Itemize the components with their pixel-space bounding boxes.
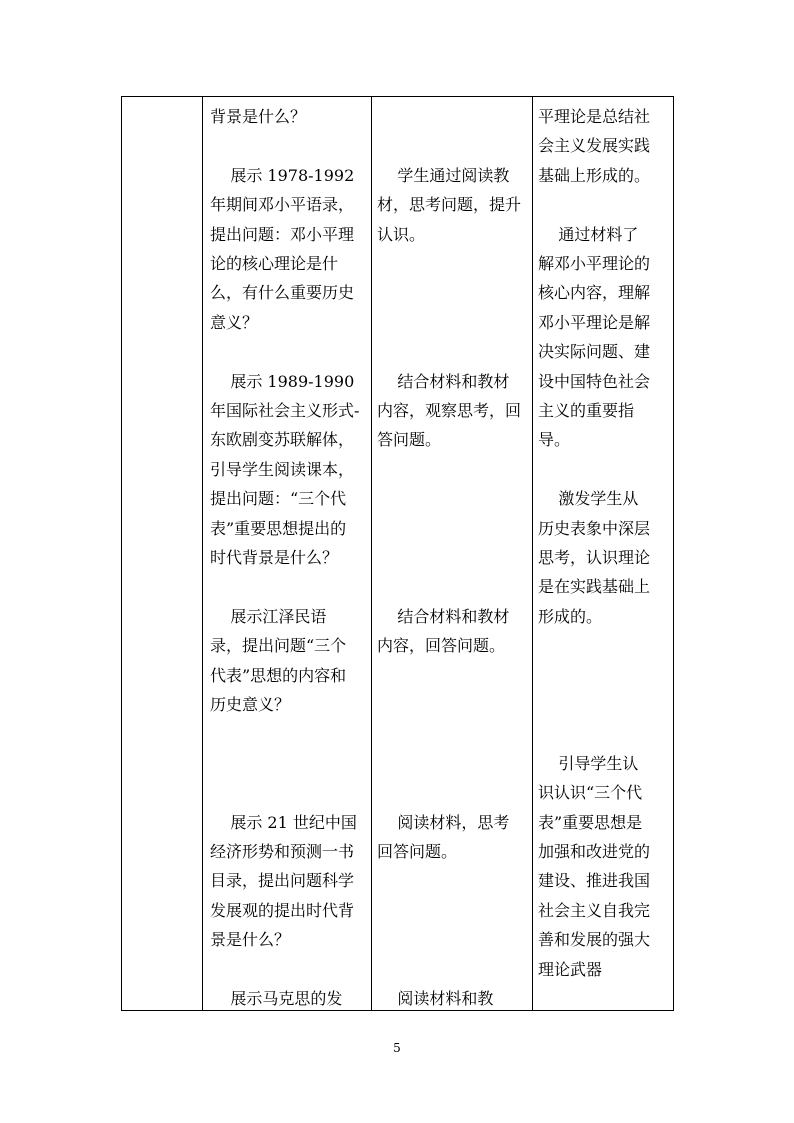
text-line: 么，有什么重要历史 (210, 283, 355, 303)
text-line: 录，提出问题“三个 (210, 636, 347, 656)
text-line: 展示 21 世纪中国 (210, 812, 357, 832)
text-line: 年期间邓小平语录， (210, 195, 355, 215)
text-line: 阅读材料，思考 (377, 812, 510, 832)
blank-line (210, 572, 365, 601)
blank-line (377, 249, 526, 278)
text-line: 核心内容，理解 (538, 283, 651, 303)
text-line: 展示 1989-1990 (210, 371, 355, 391)
blank-line (377, 131, 526, 160)
table-row (122, 97, 674, 1011)
text-line: 会主义发展实践 (538, 136, 651, 156)
text-line: 思考，认识理论 (538, 548, 651, 568)
text-line: 经济形势和预测一书 (210, 842, 355, 862)
text-line: 展示马克思的发 (210, 989, 343, 1009)
blank-line (538, 455, 669, 484)
blank-line (377, 778, 526, 807)
blank-line (377, 514, 526, 543)
text-line: 提出问题：“三个代 (210, 489, 347, 509)
text-line: 形成的。 (538, 606, 603, 626)
text-line: 善和发展的强大 (538, 930, 651, 950)
blank-line (377, 278, 526, 307)
blank-line (210, 719, 365, 748)
blank-line (377, 866, 526, 895)
text-line: 发展观的提出时代背 (210, 900, 355, 920)
blank-line (377, 543, 526, 572)
text-line: 激发学生从 (538, 489, 639, 509)
text-line: 设中国特色社会 (538, 371, 651, 391)
text-line: 识认识“三个代 (538, 783, 643, 803)
blank-line (538, 661, 669, 690)
text-line: 学生通过阅读教 (377, 165, 510, 185)
blank-line (210, 778, 365, 807)
text-line: 材，思考问题，提升 (377, 195, 522, 215)
text-line: 加强和改进党的 (538, 842, 651, 862)
text-line: 背景是什么？ (210, 107, 307, 126)
blank-line (377, 896, 526, 925)
blank-line (210, 131, 365, 160)
blank-line (377, 690, 526, 719)
blank-line (377, 954, 526, 983)
table-cell-design-intent (533, 97, 674, 1011)
blank-line (210, 337, 365, 366)
table-cell-stage (122, 97, 203, 1011)
text-line: 展示 1978-1992 (210, 165, 355, 185)
student-activity-text (372, 97, 532, 1010)
text-line: 通过材料了 (538, 224, 639, 244)
text-line: 阅读材料和教 (377, 988, 494, 1008)
blank-line (377, 749, 526, 778)
blank-line (377, 719, 526, 748)
text-line: 代表”思想的内容和 (210, 665, 347, 685)
text-line: 景是什么？ (210, 930, 291, 950)
text-line: 决实际问题、建 (538, 342, 651, 362)
text-line: 展示江泽民语 (210, 606, 327, 626)
text-line: 建设、推进我国 (538, 871, 651, 891)
text-line: 表”重要思想是 (538, 812, 643, 832)
text-line: 历史意义？ (210, 695, 291, 715)
text-line: 理论武器 (538, 959, 603, 979)
text-line: 引导学生认 (538, 753, 639, 773)
text-line: 基础上形成的。 (538, 165, 651, 185)
text-line: 意义？ (210, 312, 259, 332)
text-line: 内容，观察思考，回 (377, 400, 522, 420)
blank-line (377, 102, 526, 131)
text-line: 答问题。 (377, 430, 442, 450)
blank-line (377, 925, 526, 954)
text-line: 结合材料和教材 (377, 606, 510, 626)
design-intent-text (533, 97, 673, 1010)
text-line: 内容，回答问题。 (377, 636, 506, 656)
text-line: 主义的重要指 (538, 401, 635, 421)
text-line: 年国际社会主义形式- (210, 401, 360, 421)
text-line: 历史表象中深层 (538, 518, 651, 538)
text-line: 时代背景是什么？ (210, 548, 339, 568)
blank-line (377, 572, 526, 601)
blank-line (377, 308, 526, 337)
blank-line (538, 690, 669, 719)
text-line: 是在实践基础上 (538, 577, 651, 597)
text-line: 社会主义自我完 (538, 900, 651, 920)
table-cell-student-activity (372, 97, 533, 1011)
stage-cell-content (122, 97, 202, 1005)
text-line: 邓小平理论是解 (538, 312, 651, 332)
text-line: 提出问题：邓小平理 (210, 224, 355, 244)
text-line: 引导学生阅读课本， (210, 459, 355, 479)
text-line: 东欧剧变苏联解体， (210, 430, 355, 450)
text-line: 目录，提出问题科学 (210, 871, 355, 891)
blank-line (377, 455, 526, 484)
teacher-activity-text (203, 97, 371, 1010)
text-line: 表”重要思想提出的 (210, 518, 347, 538)
blank-line (377, 337, 526, 366)
blank-line (210, 749, 365, 778)
text-line: 导。 (538, 430, 571, 450)
page-number: 5 (393, 1041, 401, 1055)
text-line: 平理论是总结社 (538, 107, 651, 126)
lesson-plan-table (121, 96, 674, 1011)
text-line: 认识。 (377, 224, 426, 244)
blank-line (538, 190, 669, 219)
blank-line (377, 484, 526, 513)
blank-line (377, 661, 526, 690)
blank-line (538, 631, 669, 660)
text-line: 结合材料和教材 (377, 371, 510, 391)
blank-line (210, 955, 365, 984)
text-line: 论的核心理论是什 (210, 254, 339, 274)
text-line: 回答问题。 (377, 841, 458, 861)
blank-line (538, 719, 669, 748)
table-cell-teacher-activity (203, 97, 372, 1011)
text-line: 解邓小平理论的 (538, 254, 651, 274)
